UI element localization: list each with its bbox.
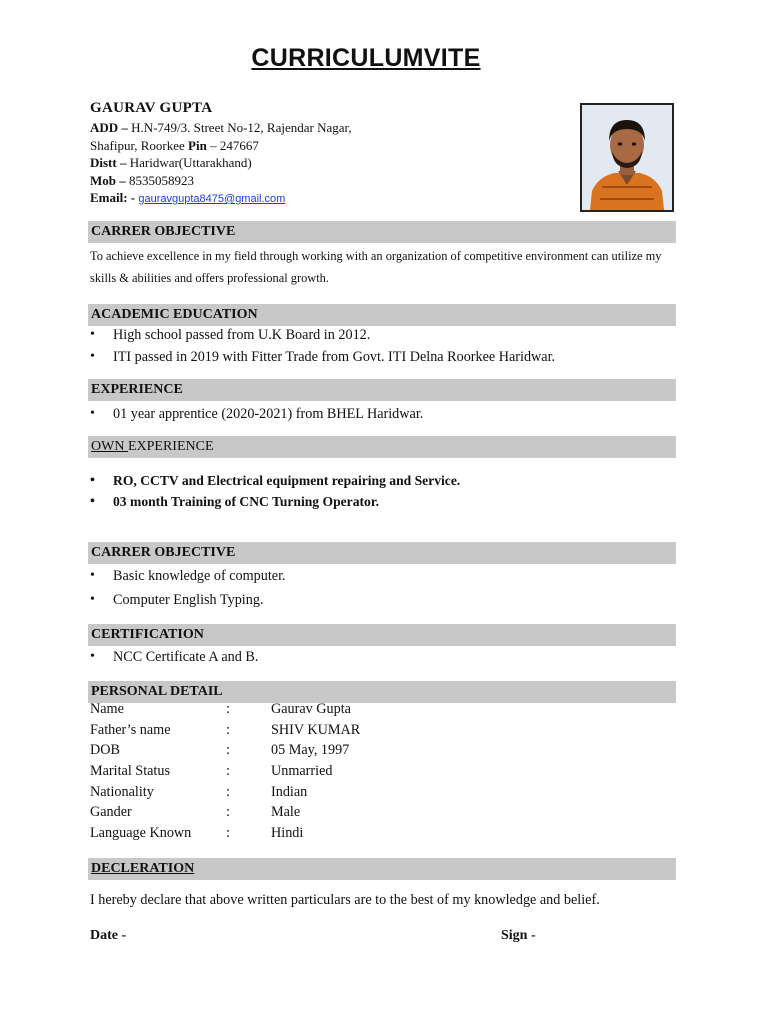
list-item: • RO, CCTV and Electrical equipment repairing and Service. bbox=[90, 473, 690, 494]
section-personal-detail: PERSONAL DETAIL bbox=[88, 681, 676, 703]
own-experience-rest: EXPERIENCE bbox=[127, 439, 214, 454]
table-row bbox=[90, 804, 590, 825]
section-experience: EXPERIENCE bbox=[88, 379, 676, 401]
section-carrer-objective: CARRER OBJECTIVE bbox=[88, 221, 676, 243]
detail-key: DOB bbox=[90, 742, 120, 759]
applicant-name: GAURAV GUPTA bbox=[90, 100, 213, 116]
address-line-2-value: Shafipur, Roorkee bbox=[90, 137, 189, 153]
section-decleration bbox=[88, 858, 676, 880]
district-value: Haridwar(Uttarakhand) bbox=[126, 155, 252, 170]
academic-list bbox=[90, 327, 690, 366]
section-carrer-objective-2: CARRER OBJECTIVE bbox=[88, 542, 676, 564]
table-row bbox=[90, 784, 590, 805]
own-experience-underlined: OWN bbox=[91, 439, 128, 454]
list-item: • ITI passed in 2019 with Fitter Trade from Govt. ITI Delna Roorkee Haridwar. bbox=[90, 349, 690, 366]
detail-value: Hindi bbox=[271, 825, 304, 842]
detail-separator: : bbox=[226, 763, 230, 780]
experience-list bbox=[90, 406, 690, 423]
table-row bbox=[90, 701, 590, 722]
detail-separator: : bbox=[226, 742, 230, 759]
detail-separator: : bbox=[226, 783, 230, 800]
detail-separator: : bbox=[226, 721, 230, 738]
detail-key: Gander bbox=[90, 804, 132, 821]
detail-key: Language Known bbox=[90, 825, 192, 842]
detail-value: Gaurav Gupta bbox=[271, 701, 351, 717]
detail-value: 05 May, 1997 bbox=[271, 742, 350, 759]
section-certification: CERTIFICATION bbox=[88, 624, 676, 646]
objective-2-list bbox=[90, 568, 690, 609]
email-link[interactable]: gauravgupta8475@gmail.com bbox=[138, 193, 286, 205]
email-line bbox=[90, 189, 560, 209]
address-value: H.N-749/3. Street No-12, Rajendar Nagar, bbox=[127, 120, 352, 135]
detail-key: Nationality bbox=[90, 783, 154, 800]
list-item: • 03 month Training of CNC Turning Operator. bbox=[90, 494, 690, 510]
own-experience-list bbox=[90, 473, 690, 510]
list-item: • High school passed from U.K Board in 2012. bbox=[90, 327, 690, 349]
pin-label: Pin bbox=[188, 137, 207, 153]
table-row bbox=[90, 722, 590, 743]
mobile-label: Mob – bbox=[90, 172, 126, 188]
list-item: • Computer English Typing. bbox=[90, 592, 690, 609]
pin-value: – 247667 bbox=[206, 137, 259, 153]
detail-separator: : bbox=[226, 804, 230, 821]
detail-value: Male bbox=[271, 804, 301, 821]
decleration-heading: DECLERATION bbox=[91, 861, 195, 876]
section-own-experience bbox=[88, 436, 676, 458]
detail-key: Name bbox=[90, 701, 124, 717]
page-title: CURRICULUMVITE bbox=[251, 44, 481, 72]
list-item: • Basic knowledge of computer. bbox=[90, 568, 690, 592]
mobile-line bbox=[90, 172, 560, 190]
contact-header bbox=[90, 100, 560, 209]
list-item: • 01 year apprentice (2020-2021) from BHEL Haridwar. bbox=[90, 406, 690, 423]
address-label: ADD – bbox=[90, 120, 128, 135]
table-row bbox=[90, 825, 590, 846]
detail-value: SHIV KUMAR bbox=[271, 721, 361, 738]
district-line bbox=[90, 154, 560, 172]
profile-photo bbox=[580, 103, 674, 212]
sign-label: Sign - bbox=[501, 928, 536, 943]
table-row bbox=[90, 742, 590, 763]
email-label: Email: - bbox=[90, 190, 139, 205]
table-row bbox=[90, 763, 590, 784]
personal-detail-table bbox=[90, 701, 590, 846]
list-item: • NCC Certificate A and B. bbox=[90, 649, 690, 666]
declaration-text: I hereby declare that above written particulars are to the best of my knowledge and belief. bbox=[90, 892, 600, 908]
address-line-1 bbox=[90, 119, 560, 137]
section-academic-education: ACADEMIC EDUCATION bbox=[88, 304, 676, 326]
detail-key: Father’s name bbox=[90, 721, 171, 738]
mobile-value: 8535058923 bbox=[125, 172, 194, 188]
detail-separator: : bbox=[226, 825, 230, 842]
address-line-2 bbox=[90, 137, 560, 155]
objective-paragraph: To achieve excellence in my field through working with an organization of competitive environment can utilize my skills & abilities and offers professional growth. bbox=[90, 249, 662, 285]
detail-value: Indian bbox=[271, 783, 308, 800]
date-label: Date - bbox=[90, 928, 127, 943]
detail-separator: : bbox=[226, 701, 230, 717]
detail-key: Marital Status bbox=[90, 763, 170, 780]
certification-list bbox=[90, 649, 690, 666]
detail-value: Unmarried bbox=[271, 763, 333, 780]
person-portrait-icon bbox=[582, 105, 672, 210]
district-label: Distt – bbox=[90, 155, 127, 170]
